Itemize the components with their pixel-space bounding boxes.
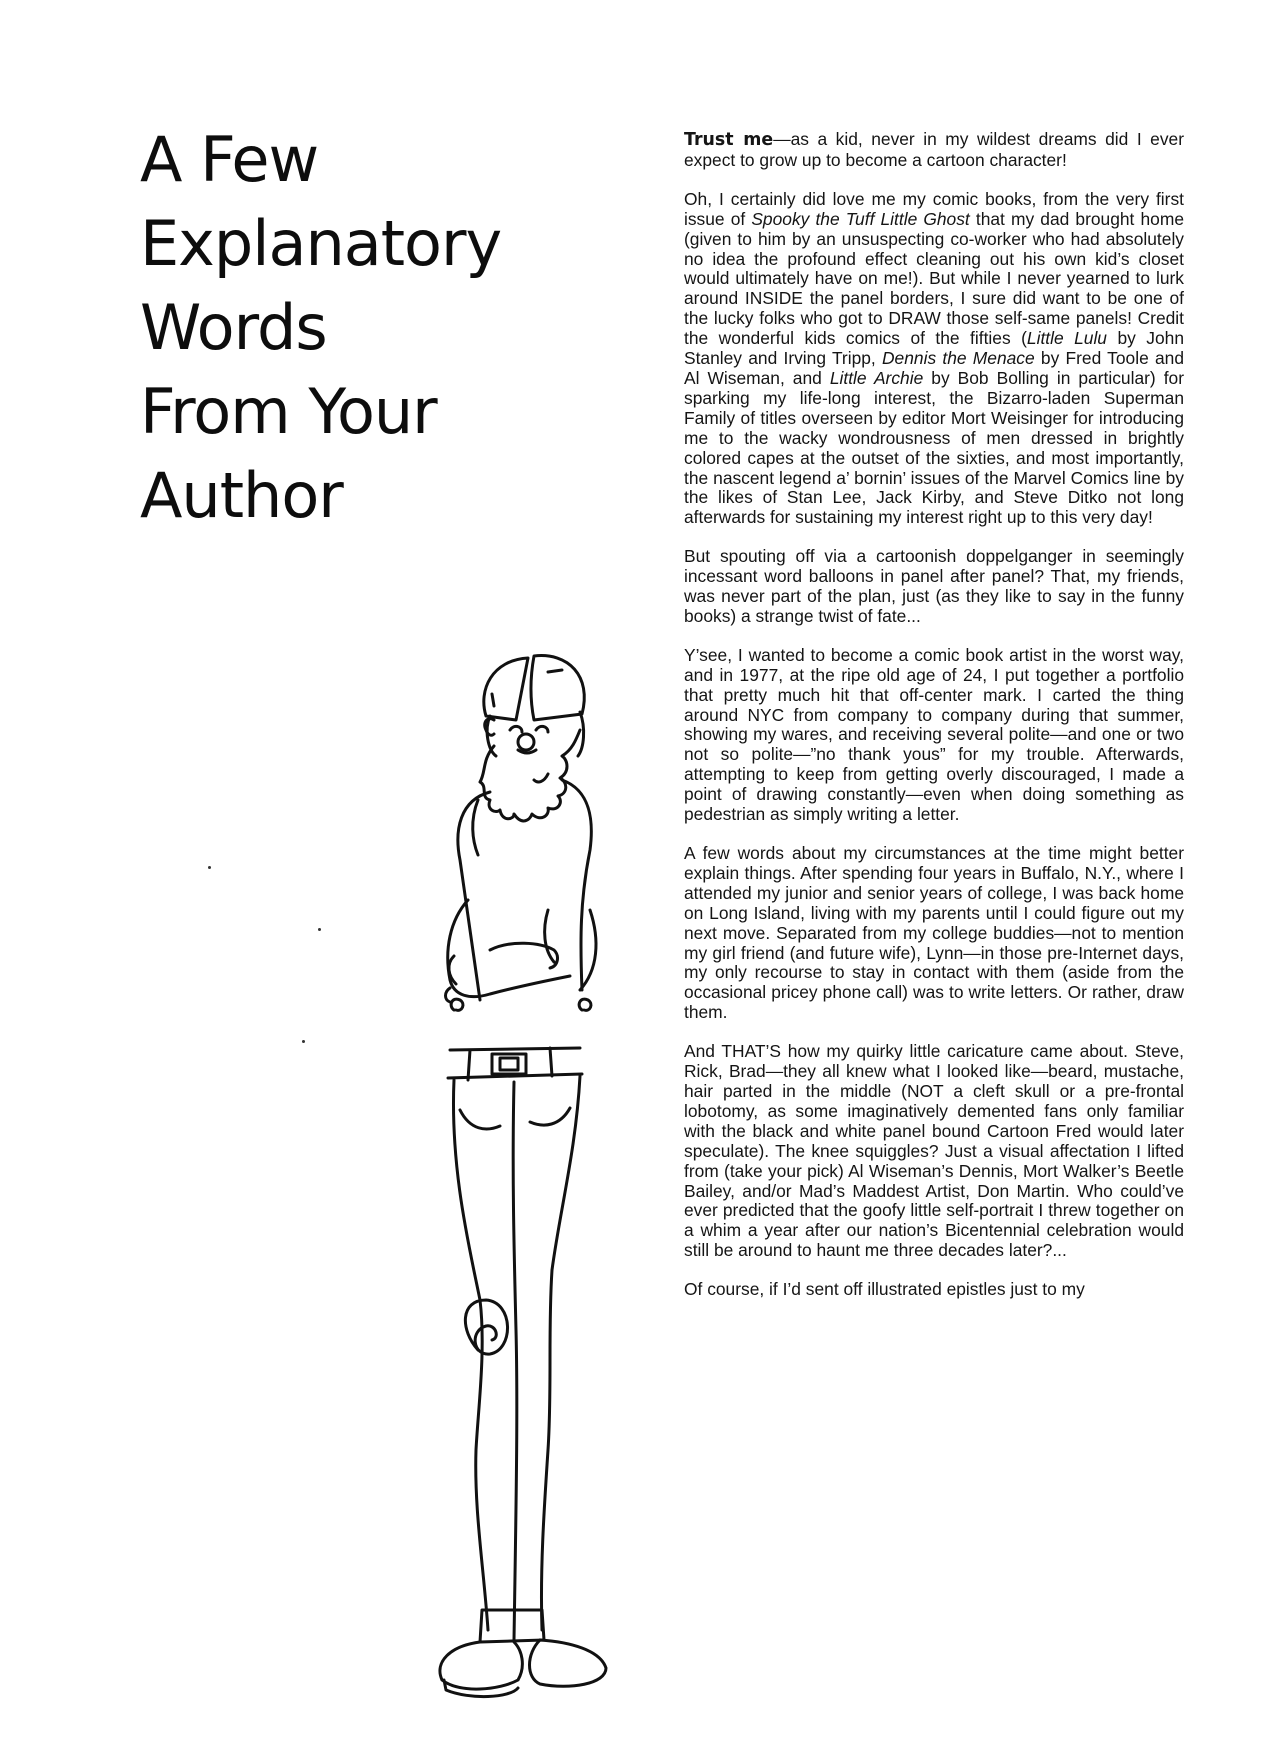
page-title bbox=[140, 118, 570, 538]
page-title-line: Words bbox=[140, 291, 327, 364]
page-title-line: From Your bbox=[140, 375, 437, 448]
paragraph-text: A few words about my circumstances at the time might better explain things. After spending four years in Buffalo, N.Y., where I attended my junior and senior years of college, I was back home on Long Island, living with my parents until I could figure out my next move. Separated from my college buddies—not to mention my girl friend (and future wife), Lynn—in those pre-Internet days, my only recourse to stay in contact with them (aside from the occasional pricey phone call) was to write letters. Or rather, draw them. bbox=[684, 843, 1184, 1023]
paper-speck bbox=[318, 928, 321, 931]
book-title: Dennis the Menace bbox=[882, 348, 1035, 369]
paragraph-text: But spouting off via a cartoonish doppelganger in seemingly incessant word balloons in panel after panel? That, my friends, was never part of the plan, just (as they like to say in the funny books) a strange twist of fate... bbox=[684, 546, 1184, 626]
paragraph-text: Oh, I certainly did love me my comic books, from the very first issue of bbox=[684, 188, 1184, 229]
article-paragraph bbox=[684, 190, 1184, 528]
paper-speck bbox=[302, 1040, 305, 1043]
paragraph-text: Of course, if I’d sent off illustrated epistles just to my bbox=[684, 1279, 1085, 1300]
paragraph-text: Y’see, I wanted to become a comic book artist in the worst way, and in 1977, at the ripe old age of 24, I put together a portfolio that pretty much hit that off-center mark. I carted the thing around NYC from company to company during that summer, showing my wares, and receiving several polite—and one or two not so polite—”no thank yous” for my trouble. Afterwards, attempting to keep from getting overly discouraged, I made a point of drawing constantly—even when doing something as pedestrian as simply writing a letter. bbox=[684, 644, 1184, 825]
lead-in: Trust me bbox=[684, 130, 774, 150]
paragraph-text: —as a kid, never in my wildest dreams did I ever expect to grow up to become a cartoon character! bbox=[684, 129, 1184, 170]
paper-speck bbox=[208, 866, 211, 869]
page-title-line: Explanatory bbox=[140, 207, 502, 280]
article-paragraph bbox=[684, 547, 1184, 627]
page-title-line: Author bbox=[140, 459, 343, 532]
paragraph-text: by John Stanley and Irving Tripp, bbox=[684, 328, 1184, 369]
cartoon-fred-self-portrait-icon bbox=[430, 650, 760, 1750]
paragraph-text: by Bob Bolling in particular) for sparking my life-long interest, the Bizarro-laden Superman Family of titles overseen by editor Mort Weisinger for introducing me to the wacky wondrousness of men dressed in brightly colored capes at the outset of the sixties, and most importantly, the nascent legend a’ bornin’ issues of the Marvel Comics line by the likes of Stan Lee, Jack Kirby, and Steve Ditko not long afterwards for sustaining my interest right up to this very day! bbox=[684, 367, 1185, 528]
book-title: Spooky the Tuff Little Ghost bbox=[751, 208, 970, 229]
book-title: Little Archie bbox=[829, 367, 924, 388]
book-title: Little Lulu bbox=[1026, 328, 1107, 349]
paragraph-text: And THAT’S how my quirky little caricature came about. Steve, Rick, Brad—they all knew what I looked like—beard, mustache, hair parted in the middle (NOT a cleft skull or a pre-frontal lobotomy, as some imaginatively demented fans only familiar with the black and white panel bound Cartoon Fred would later speculate). The knee squiggles? Just a visual affectation I lifted from (take your pick) Al Wiseman’s Dennis, Mort Walker’s Beetle Bailey, and/or Mad’s Maddest Artist, Don Martin. Who could’ve ever predicted that the goofy little self-portrait I threw together on a whim a year after our nation’s Bicentennial celebration would still be around to haunt me three decades later?... bbox=[684, 1041, 1184, 1261]
paragraph-text: that my dad brought home (given to him by an unsuspecting co-worker who had absolutely no idea the profound effect cleaning out his own kid’s closet would ultimately have on me!). But while I never yearned to lurk around INSIDE the panel borders, I sure did want to be one of the lucky folks who got to DRAW those self-same panels! Credit the wonderful kids comics of the fifties ( bbox=[684, 208, 1184, 349]
page-title-line: A Few bbox=[140, 123, 319, 196]
paragraph-text: by Fred Toole and Al Wiseman, and bbox=[684, 348, 1185, 388]
article-paragraph bbox=[684, 130, 1184, 171]
